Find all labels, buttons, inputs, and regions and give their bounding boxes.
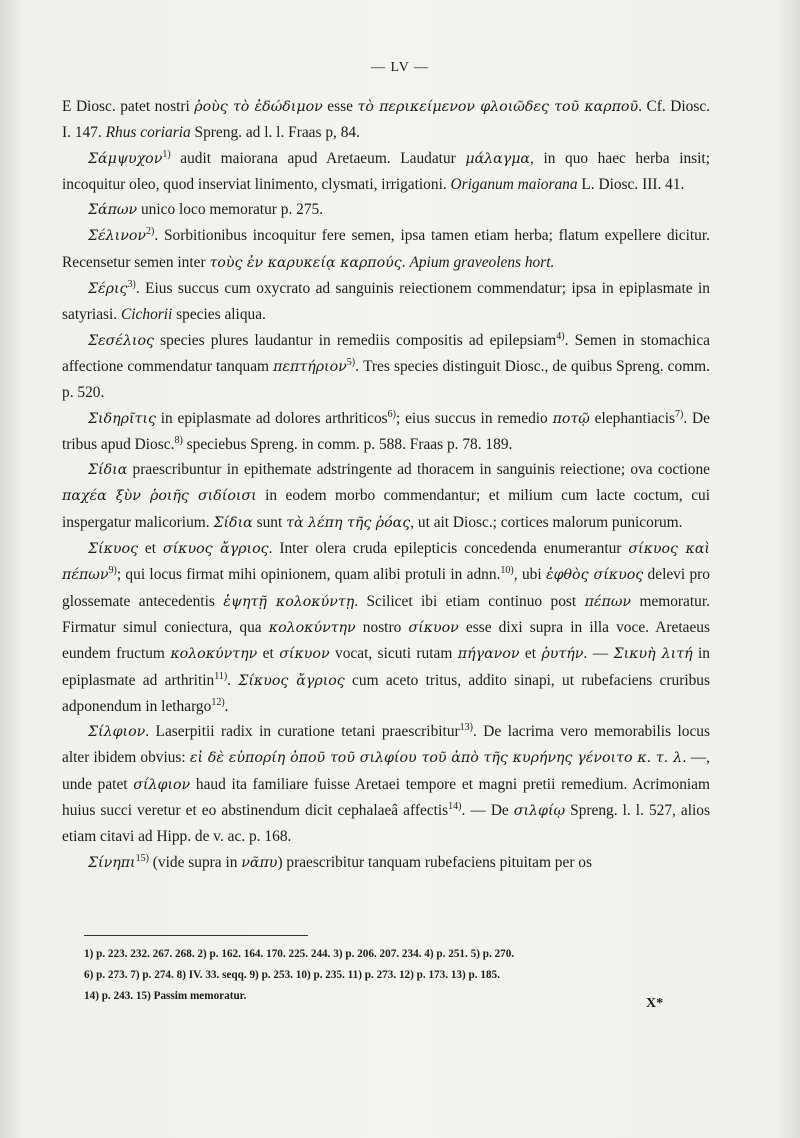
footnote-ref[interactable]: 7) xyxy=(675,408,684,420)
paragraph-seselios xyxy=(62,328,710,406)
greek-text: σιλφίῳ xyxy=(513,803,566,820)
signature-mark: X* xyxy=(646,996,664,1011)
text: . Semen in stomachica affectione commendatur tanquam xyxy=(62,331,710,375)
footnote-ref[interactable]: 1) xyxy=(162,148,171,160)
paragraph-sapon xyxy=(62,197,710,223)
text: praescribuntur in epithemate adstringente ad thoracem in sanguinis reiectione; ova coctione xyxy=(127,461,710,479)
footnote-ref[interactable]: 6) xyxy=(387,408,397,420)
greek-text: ποτῷ xyxy=(552,410,590,427)
text: haud ita familiare fuisse Aretaei tempore et magni pretii remedium. Acrimoniam huius succi veretur et eo abstinendum dicit cephalaeâ affectis xyxy=(62,775,710,820)
text: . Tres species distinguit Diosc., de quibus Spreng. comm. p. 520. xyxy=(62,357,710,402)
text: . Eius succus cum oxycrato ad sanguinis reiectionem commendatur; ipsa in epiplasmate in satyriasi. xyxy=(62,280,710,324)
text: ; eius succus in remedio xyxy=(396,409,553,427)
text: species aliqua. xyxy=(172,306,266,324)
greek-text: εἰ δὲ εὐπορίη ὀποῦ τοῦ σιλφίου τοῦ ἀπὸ τῆς κυρήνης γένοιτο κ. τ. λ. xyxy=(189,750,687,767)
text: . xyxy=(227,671,239,689)
species-name: Rhus coriaria xyxy=(105,124,191,142)
entry-term: Σίνηπι xyxy=(88,854,136,871)
paragraph-sinepi xyxy=(62,850,710,876)
greek-text: Σίδια xyxy=(213,514,253,531)
footnote-ref[interactable]: 11) xyxy=(214,670,228,682)
entry-term: Σέρις xyxy=(88,281,128,298)
paragraph-sideritis xyxy=(62,406,710,458)
text: elephantiacis xyxy=(589,409,676,427)
greek-text: παχέα ξὺν ῥοιῆς σιδίοισι xyxy=(62,488,257,505)
main-text xyxy=(62,94,710,876)
greek-text: σίκυος ἄγριος xyxy=(162,541,269,558)
paragraph-seris xyxy=(62,276,710,328)
text: . Sorbitionibus incoquitur fere semen, ipsa tamen etiam herba; flatum expellere dicitur. Recensetur semen inter xyxy=(62,227,710,271)
footnote-ref[interactable]: 2) xyxy=(146,226,155,238)
footnote-line: 6) p. 273. 7) p. 274. 8) IV. 33. seqq. 9) p. 253. 10) p. 235. 11) p. 273. 12) p. 173. 13) p. 185. xyxy=(84,969,500,981)
text: , in quo haec herba insit; incoquitur oleo, quod inserviat linimento, clysmati, irrigationi. xyxy=(62,149,710,193)
text: esse xyxy=(322,98,358,115)
greek-text: ἑψητῇ κολοκύντῃ xyxy=(223,593,355,610)
greek-text: σίκυον xyxy=(279,646,330,663)
footnote-ref[interactable]: 10) xyxy=(500,565,514,577)
greek-text: κολοκύντην xyxy=(268,619,356,636)
greek-text: σίλφιον xyxy=(133,776,191,793)
text: in eodem morbo commendantur; et milium cum lacte coctum, cui inspergatur malicorium. xyxy=(62,487,710,531)
greek-text: ἐφθὸς σίκυος xyxy=(545,567,644,584)
text: . Laserpitii radix in curatione tetani praescribitur xyxy=(145,723,460,741)
paragraph-sikyos xyxy=(62,536,710,719)
greek-text: νᾶπυ xyxy=(241,854,278,871)
greek-text: πήγανον xyxy=(457,646,520,663)
text: Spreng. l. l. 527, alios etiam citavi ad Hipp. de v. ac. p. 168. xyxy=(62,802,710,846)
greek-text: τὰ λέπη τῆς ῥόας xyxy=(286,514,411,531)
entry-term: Σίδια xyxy=(88,462,128,479)
entry-term: Σιδηρῖτις xyxy=(88,410,156,427)
text: . xyxy=(401,253,410,271)
paragraph-selinon xyxy=(62,223,710,276)
text: audit maiorana apud Aretaeum. Laudatur xyxy=(170,149,466,167)
text: ) praescribitur tanquam rubefaciens pituitam per os xyxy=(277,853,592,871)
entry-term: Σάπων xyxy=(88,202,138,219)
footnote-line: 1) p. 223. 232. 267. 268. 2) p. 162. 164. 170. 225. 244. 3) p. 206. 207. 234. 4) p. 251. 5) p. 270. xyxy=(84,948,515,960)
text: . De lacrima vero memorabilis locus alter ibidem obvius: xyxy=(62,723,710,767)
footnote-ref[interactable]: 14) xyxy=(448,800,462,812)
footnote-ref[interactable]: 3) xyxy=(127,278,136,290)
paragraph-rhus xyxy=(62,94,710,146)
text: E Diosc. patet nostri xyxy=(62,98,195,115)
text: et xyxy=(257,645,280,663)
entry-term: Σεσέλιος xyxy=(88,332,154,349)
entry-term: Σίκυος xyxy=(88,541,139,558)
text: —, unde patet xyxy=(62,749,710,793)
footnote-ref[interactable]: 9) xyxy=(108,565,117,577)
greek-text: σίκυον xyxy=(408,619,459,636)
text: unico loco memoratur p. 275. xyxy=(137,201,324,219)
footnote-line: 14) p. 243. 15) Passim memoratur. xyxy=(84,990,247,1002)
greek-text: ῥυτήν xyxy=(541,646,584,663)
greek-text: ῥοὺς τὸ ἐδώδιμον xyxy=(194,99,323,115)
greek-text: Σικυὴ λιτή xyxy=(613,646,693,663)
text: vocat, sicuti rutam xyxy=(329,645,458,663)
text: speciebus Spreng. in comm. p. 588. Fraas p. 78. 189. xyxy=(182,435,513,453)
text: Spreng. ad l. l. Fraas p, 84. xyxy=(190,124,360,142)
footnote-ref[interactable]: 12) xyxy=(211,696,225,708)
text: . xyxy=(224,697,229,715)
text: in epiplasmate ad arthritin xyxy=(62,645,710,689)
entry-term: Σάμψυχον xyxy=(88,150,163,167)
footnote-ref[interactable]: 8) xyxy=(174,434,183,446)
text: (vide supra in xyxy=(148,853,242,871)
footnotes xyxy=(84,944,714,1007)
entry-term: Σίλφιον xyxy=(88,724,146,741)
text: . Cf. Diosc. I. 147. xyxy=(62,98,711,142)
footnote-ref[interactable]: 4) xyxy=(556,330,565,342)
text: . — De xyxy=(461,802,514,820)
text: cum aceto tritus, addito sinapi, ut rubefaciens cruribus adponendum in lethargo xyxy=(62,671,710,715)
text: . — xyxy=(583,645,614,663)
greek-text: Σίκυος ἄγριος xyxy=(238,672,345,689)
text: delevi pro glossemate antecedentis xyxy=(62,566,710,610)
text: , ubi xyxy=(513,566,546,584)
text: et xyxy=(519,645,542,663)
greek-text: τοὺς ἐν καρυκείᾳ καρπούς xyxy=(209,254,402,271)
text: . De tribus apud Diosc. xyxy=(62,409,710,453)
entry-term: Σέλινον xyxy=(88,228,146,245)
greek-text: σίκυος καὶ πέπων xyxy=(62,541,710,584)
text: esse dixi supra in illa voce. Aretaeus eundem fructum xyxy=(62,618,710,663)
text: species plures laudantur in remediis compositis ad epilepsiam xyxy=(153,331,557,349)
text: ; qui locus firmat mihi opinionem, quam alibi protuli in adnn. xyxy=(116,566,501,584)
paragraph-silphion xyxy=(62,719,710,849)
species-name: Origanum maiorana xyxy=(450,175,578,193)
text: L. Diosc. III. 41. xyxy=(577,175,685,193)
text: et xyxy=(138,540,163,558)
page-header: — LV — xyxy=(370,60,430,75)
greek-text: κολοκύντην xyxy=(170,646,258,663)
text: memoratur. Firmatur simul coniectura, qua xyxy=(62,592,710,636)
footnote-ref[interactable]: 13) xyxy=(459,722,473,733)
footnote-divider xyxy=(84,935,308,936)
text: . Inter olera cruda epilepticis concedenda enumerantur xyxy=(268,540,629,558)
footnote-ref[interactable]: 5) xyxy=(346,356,356,368)
greek-text: μάλαγμα xyxy=(465,150,531,167)
greek-text: πέπων xyxy=(584,593,632,610)
paragraph-sidia xyxy=(62,457,710,536)
greek-text: τὸ περικείμενον φλοιῶδες τοῦ καρποῦ xyxy=(357,99,639,115)
paragraph-sampsychon xyxy=(62,146,710,198)
footnote-ref[interactable]: 15) xyxy=(135,852,149,864)
text: in epiplasmate ad dolores arthriticos xyxy=(155,409,388,427)
greek-text: πεπτήριον xyxy=(273,358,347,375)
text: nostro xyxy=(355,618,409,636)
text: . Scilicet ibi etiam continuo post xyxy=(354,592,585,610)
text: sunt xyxy=(252,513,287,531)
species-name: Cichorii xyxy=(121,306,173,324)
species-name: Apium graveolens hort. xyxy=(409,253,555,271)
text: , ut ait Diosc.; cortices malorum punicorum. xyxy=(410,513,683,531)
